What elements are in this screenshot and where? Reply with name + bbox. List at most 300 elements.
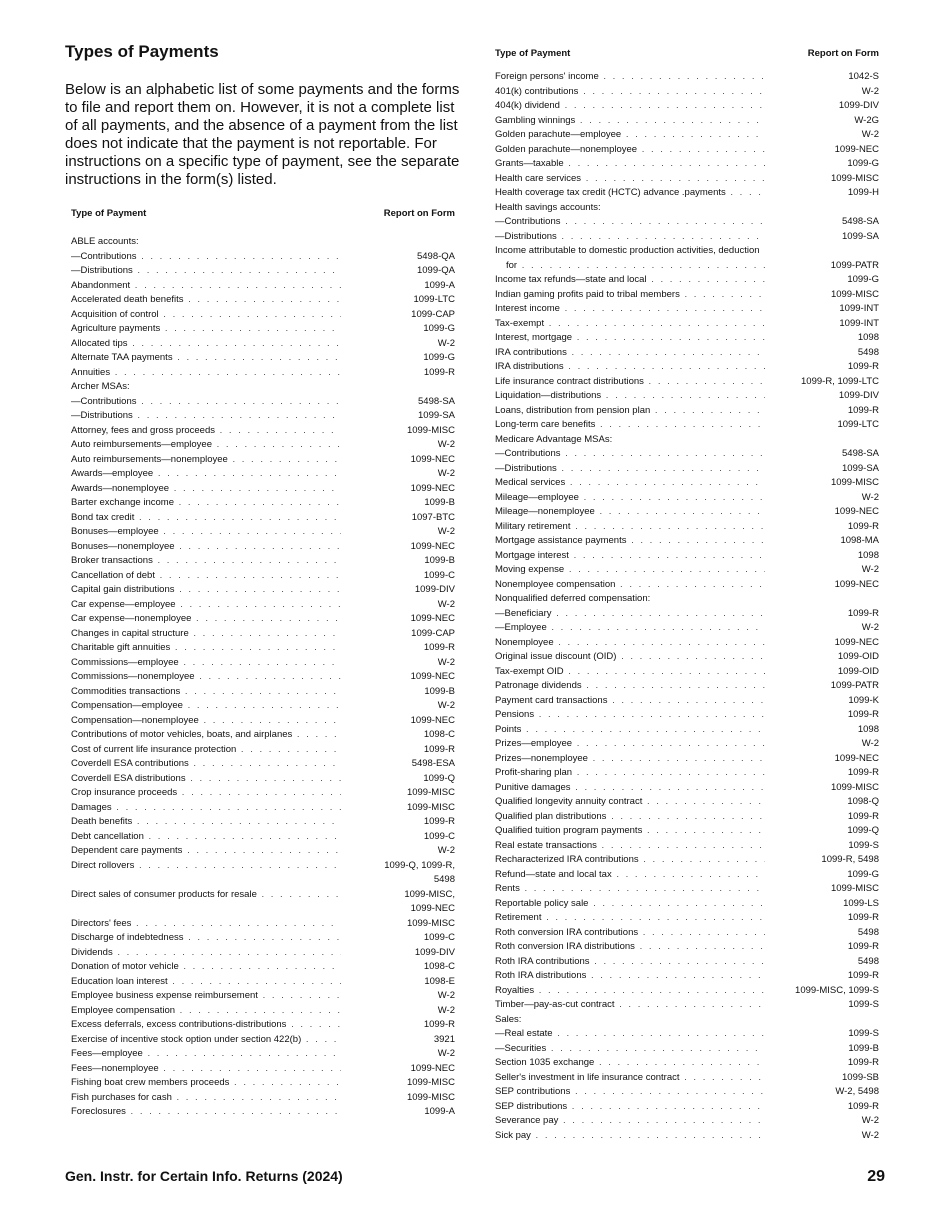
type-of-payment-header: Type of Payment: [71, 208, 147, 219]
payment-type: Awards—nonemployee . . .: [71, 482, 341, 497]
left-payment-table: [71, 208, 455, 1120]
table-row: [495, 143, 879, 158]
payment-type: Death benefits . . .: [71, 815, 341, 830]
payment-type: Discharge of indebtedness . . .: [71, 931, 341, 946]
payment-type: Golden parachute—employee . . .: [495, 128, 765, 143]
report-form: 5498-SA: [842, 216, 879, 227]
payment-type: Royalties . . .: [495, 984, 765, 999]
table-row: [495, 969, 879, 984]
table-row: [495, 1013, 879, 1028]
table-row: [71, 1004, 455, 1019]
table-row: [495, 984, 879, 999]
payment-type: Medicare Advantage MSAs:: [495, 433, 613, 445]
report-form: 1098-Q: [847, 796, 879, 807]
report-form: 1099-R: [847, 970, 879, 981]
payment-type: Original issue discount (OID) . . .: [495, 650, 765, 665]
report-form: 1099-MISC: [406, 1077, 455, 1088]
report-form: 1099-PATR: [830, 259, 879, 271]
payment-type: 401(k) contributions . . .: [495, 85, 765, 100]
report-form: 1099-DIV: [838, 390, 879, 401]
table-row: [495, 476, 879, 491]
payment-type: Rents . . .: [495, 882, 765, 897]
payment-type: —Contributions . . .: [71, 250, 341, 265]
report-form: 1099-R: [423, 1019, 455, 1030]
table-row: [71, 946, 455, 961]
report-on-form-header: Report on Form: [383, 208, 455, 219]
table-row: [71, 743, 455, 758]
report-form: 1099-MISC: [406, 424, 455, 436]
payment-type: Patronage dividends . . .: [495, 679, 765, 694]
table-row: [495, 534, 879, 549]
payment-type: Gambling winnings . . .: [495, 114, 765, 129]
report-form: 5498: [857, 346, 879, 358]
payment-type: Fees—employee . . .: [71, 1047, 341, 1062]
table-row: [495, 447, 879, 462]
payment-type: Education loan interest . . .: [71, 975, 341, 990]
payment-type: Employee compensation . . .: [71, 1004, 341, 1019]
table-row: [495, 1056, 879, 1071]
payment-type: Broker transactions . . .: [71, 554, 341, 569]
table-row: [495, 882, 879, 897]
table-row: [495, 1071, 879, 1086]
report-form: W-2: [861, 564, 879, 575]
report-form: 1098: [857, 549, 879, 561]
report-form: 1099-S: [848, 839, 879, 851]
report-form: 1099-LS: [843, 897, 879, 909]
report-form: 1098-C: [423, 729, 455, 740]
table-row: [495, 346, 879, 361]
report-form: 1099-G: [423, 323, 455, 334]
payment-type: Nonemployee compensation . . .: [495, 578, 765, 593]
table-row: [495, 621, 879, 636]
payment-type: Dividends . . .: [71, 946, 341, 961]
payment-type: Severance pay . . .: [495, 1114, 765, 1129]
report-form: 1099-DIV: [414, 584, 455, 595]
report-form: W-2: [861, 1115, 879, 1126]
table-row: [71, 844, 455, 859]
report-form: 1099-G: [423, 352, 455, 363]
type-of-payment-header: Type of Payment: [495, 48, 571, 59]
table-header: [71, 208, 455, 222]
payment-type: Employee business expense reimbursement . . .: [71, 989, 341, 1004]
payment-type: Direct sales of consumer products for resale . . .: [71, 888, 341, 917]
report-form: 1099-Q: [847, 825, 879, 836]
report-form: W-2: [437, 700, 455, 711]
report-form: 1099-B: [424, 555, 455, 566]
table-row: [495, 795, 879, 810]
intro-paragraph: Below is an alphabetic list of some payments and the forms to file and report them on. However, it is not a complete list of all payments, and the absence of a payment from the list does not indicate that the payment is not reportable. For instructions on a specific type of payment, see the separate instructions in the form(s) listed.: [65, 81, 460, 188]
table-row: [71, 511, 455, 526]
table-row: [495, 288, 879, 303]
table-row: [71, 293, 455, 308]
report-form: 1099-B: [424, 497, 455, 508]
payment-type: —Distributions . . .: [495, 230, 765, 245]
payment-type: Payment card transactions . . .: [495, 694, 765, 709]
payment-type: Changes in capital structure . . .: [71, 627, 341, 642]
report-form: 1099-MISC, 1099-NEC: [404, 888, 455, 914]
report-form: W-2: [437, 990, 455, 1001]
payment-type: Bond tax credit . . .: [71, 511, 341, 526]
report-form: 1099-SA: [842, 462, 879, 474]
table-row: [495, 694, 879, 709]
payment-type: —Distributions . . .: [71, 264, 341, 279]
table-row: [71, 279, 455, 294]
table-header: [495, 48, 879, 62]
table-row: [495, 578, 879, 593]
payment-type: Interest, mortgage . . .: [495, 331, 765, 346]
table-row: [495, 955, 879, 970]
payment-type: Direct rollovers . . .: [71, 859, 341, 888]
report-form: 5498-SA: [842, 448, 879, 459]
report-form: W-2, 5498: [835, 1086, 879, 1097]
payment-type: Coverdell ESA distributions . . .: [71, 772, 341, 787]
table-row: [495, 839, 879, 854]
payment-type: Crop insurance proceeds . . .: [71, 786, 341, 801]
table-row: [495, 157, 879, 172]
table-row: [495, 563, 879, 578]
report-form: 1099-NEC: [834, 578, 879, 590]
payment-type: SEP distributions . . .: [495, 1100, 765, 1115]
table-row: [495, 679, 879, 694]
report-form: 1098-E: [424, 975, 455, 987]
report-form: 3921: [433, 1033, 455, 1045]
payment-type: Pensions . . .: [495, 708, 765, 723]
table-row: [71, 583, 455, 598]
table-row: [495, 853, 879, 868]
table-row: [71, 627, 455, 642]
report-form: 1099-INT: [839, 303, 879, 314]
table-row: [495, 549, 879, 564]
payment-type: —Real estate . . .: [495, 1027, 765, 1042]
table-row: [71, 801, 455, 816]
report-form: 1099-R: [847, 810, 879, 822]
report-form: 1042-S: [848, 71, 879, 82]
report-form: 1099-CAP: [411, 627, 455, 639]
payment-type: —Contributions . . .: [495, 215, 765, 230]
payment-type: Life insurance contract distributions . . .: [495, 375, 765, 390]
table-row: [495, 897, 879, 912]
payment-type: Alternate TAA payments . . .: [71, 351, 341, 366]
report-form: 1099-MISC: [406, 787, 455, 798]
report-form: 1099-R: [847, 1100, 879, 1112]
left-rows: [71, 235, 455, 1120]
page-title: Types of Payments: [65, 42, 219, 61]
report-form: 1099-C: [423, 830, 455, 842]
table-row: [71, 467, 455, 482]
payment-type: Annuities . . .: [71, 366, 341, 381]
table-row: [71, 772, 455, 787]
table-row: [71, 888, 455, 917]
table-row: [495, 824, 879, 839]
payment-type: Sales:: [495, 1013, 522, 1025]
payment-type: Attorney, fees and gross proceeds . . .: [71, 424, 341, 439]
report-form: 1099-SA: [418, 410, 455, 421]
report-form: W-2: [861, 129, 879, 140]
table-row: [71, 409, 455, 424]
report-form: 1099-B: [848, 1042, 879, 1054]
report-form: 1099-PATR: [830, 680, 879, 691]
report-form: 5498-QA: [416, 250, 455, 262]
table-row: [495, 433, 879, 448]
table-row: [71, 757, 455, 772]
table-row: [71, 699, 455, 714]
table-row: [71, 917, 455, 932]
table-row: [495, 650, 879, 665]
table-row: [495, 1042, 879, 1057]
table-row: [495, 766, 879, 781]
report-form: 1098-MA: [840, 535, 879, 546]
table-row: [495, 520, 879, 535]
payment-type: Qualified tuition program payments . . .: [495, 824, 765, 839]
report-form: 1099-R: [847, 607, 879, 619]
payment-type: Loans, distribution from pension plan . . .: [495, 404, 765, 419]
payment-type: Cost of current life insurance protection . . .: [71, 743, 341, 758]
report-form: 1099-R: [847, 709, 879, 720]
payment-type: Tax-exempt OID . . .: [495, 665, 765, 680]
payment-type: Commissions—nonemployee . . .: [71, 670, 341, 685]
table-row: [495, 737, 879, 752]
table-row: [71, 264, 455, 279]
report-form: 1099-SB: [842, 1071, 879, 1083]
report-form: 1099-NEC: [410, 613, 455, 624]
report-form: 1099-NEC: [834, 506, 879, 517]
report-form: 1099-OID: [837, 651, 879, 662]
payment-type: Nonqualified deferred compensation:: [495, 593, 651, 604]
table-row: [495, 85, 879, 100]
payment-type: Roth conversion IRA contributions . . .: [495, 926, 765, 941]
payment-type: Auto reimbursements—nonemployee . . .: [71, 453, 341, 468]
report-form: 1099-MISC: [406, 801, 455, 813]
table-row: [71, 366, 455, 381]
report-form: W-2: [437, 526, 455, 537]
report-form: 1099-MISC: [830, 781, 879, 793]
report-form: 1099-MISC: [830, 172, 879, 184]
report-form: 1099-NEC: [834, 143, 879, 155]
payment-type: Mileage—employee . . .: [495, 491, 765, 506]
payment-type: Roth IRA distributions . . .: [495, 969, 765, 984]
report-form: 1099-K: [848, 694, 879, 706]
payment-type: IRA distributions . . .: [495, 360, 765, 375]
report-form: W-2: [437, 337, 455, 349]
table-row: [495, 636, 879, 651]
table-row: [495, 215, 879, 230]
table-row: [495, 665, 879, 680]
table-row: [71, 830, 455, 845]
table-row: [495, 128, 879, 143]
report-form: 1099-S: [848, 1028, 879, 1039]
table-row: [71, 670, 455, 685]
table-row: [71, 641, 455, 656]
table-row: [495, 998, 879, 1013]
table-row: [495, 389, 879, 404]
report-form: W-2: [861, 738, 879, 749]
report-form: 1099-LTC: [837, 419, 879, 430]
payment-type: Roth IRA contributions . . .: [495, 955, 765, 970]
payment-type: —Contributions . . .: [495, 447, 765, 462]
payment-type: SEP contributions . . .: [495, 1085, 765, 1100]
table-row: [71, 482, 455, 497]
table-row: [495, 302, 879, 317]
payment-type: Nonemployee . . .: [495, 636, 765, 651]
table-row: [495, 273, 879, 288]
payment-type: Dependent care payments . . .: [71, 844, 341, 859]
payment-type: Fees—nonemployee . . .: [71, 1062, 341, 1077]
page-number: 29: [867, 1168, 885, 1185]
report-form: 1099-INT: [839, 317, 879, 329]
report-form: 1099-R: [847, 912, 879, 923]
report-form: 1099-MISC: [406, 1091, 455, 1103]
payment-type: Health coverage tax credit (HCTC) advance .payments . . .: [495, 186, 765, 201]
report-form: W-2: [861, 622, 879, 633]
payment-type: ABLE accounts:: [71, 236, 139, 247]
payment-type: Coverdell ESA contributions . . .: [71, 757, 341, 772]
payment-type: Compensation—nonemployee . . .: [71, 714, 341, 729]
payment-type: Fishing boat crew members proceeds . . .: [71, 1076, 341, 1091]
table-row: [495, 331, 879, 346]
report-form: 1099-Q, 1099-R, 5498: [384, 859, 455, 885]
report-form: 1099-MISC, 1099-S: [795, 984, 879, 996]
report-form: 1099-R: [423, 366, 455, 378]
table-row: [71, 815, 455, 830]
table-row: [495, 375, 879, 390]
table-row: [71, 685, 455, 700]
table-row: [495, 752, 879, 767]
payment-type: Mortgage interest . . .: [495, 549, 765, 564]
table-row: [495, 810, 879, 825]
report-form: 1099-A: [424, 279, 455, 291]
table-row: [495, 317, 879, 332]
payment-type: Income attributable to domestic production activities, deduction for . . .: [495, 244, 765, 273]
footer-title: Gen. Instr. for Certain Info. Returns (2024): [65, 1168, 343, 1184]
payment-type: Exercise of incentive stock option under section 422(b) . . .: [71, 1033, 341, 1048]
report-form: 1099-R, 1099-LTC: [801, 375, 879, 387]
payment-type: Accelerated death benefits . . .: [71, 293, 341, 308]
table-row: [71, 540, 455, 555]
report-form: 1099-R: [847, 1057, 879, 1068]
table-row: [71, 235, 455, 250]
report-form: 1099-R: [847, 941, 879, 952]
payment-type: Car expense—employee . . .: [71, 598, 341, 613]
payment-type: Indian gaming profits paid to tribal members . . .: [495, 288, 765, 303]
table-row: [495, 230, 879, 245]
table-row: [495, 70, 879, 85]
table-row: [71, 569, 455, 584]
table-row: [495, 1100, 879, 1115]
report-form: 1099-NEC: [410, 714, 455, 726]
payment-type: Qualified plan distributions . . .: [495, 810, 765, 825]
payment-type: Health care services . . .: [495, 172, 765, 187]
report-form: 1099-B: [424, 685, 455, 697]
payment-type: Compensation—employee . . .: [71, 699, 341, 714]
payment-type: Capital gain distributions . . .: [71, 583, 341, 598]
report-form: 5498: [857, 955, 879, 967]
payment-type: Tax-exempt . . .: [495, 317, 765, 332]
report-form: W-2G: [854, 114, 879, 126]
table-row: [495, 404, 879, 419]
payment-type: Section 1035 exchange . . .: [495, 1056, 765, 1071]
table-row: [71, 598, 455, 613]
payment-type: —Distributions . . .: [71, 409, 341, 424]
table-row: [71, 975, 455, 990]
table-row: [71, 322, 455, 337]
payment-type: Liquidation—distributions . . .: [495, 389, 765, 404]
report-form: 1098-C: [423, 961, 455, 972]
table-row: [71, 554, 455, 569]
right-payment-table: [495, 48, 879, 1143]
table-row: [495, 418, 879, 433]
table-row: [495, 114, 879, 129]
report-form: 1099-R: [847, 361, 879, 372]
table-row: [71, 1091, 455, 1106]
report-form: 1099-R: [847, 404, 879, 416]
payment-type: Charitable gift annuities . . .: [71, 641, 341, 656]
payment-type: —Employee . . .: [495, 621, 765, 636]
table-row: [71, 1076, 455, 1091]
report-form: 1099-SA: [842, 230, 879, 242]
payment-type: Commissions—employee . . .: [71, 656, 341, 671]
payment-type: Commodities transactions . . .: [71, 685, 341, 700]
payment-type: Qualified longevity annuity contract . . .: [495, 795, 765, 810]
payment-type: —Contributions . . .: [71, 395, 341, 410]
table-row: [495, 708, 879, 723]
payment-type: Recharacterized IRA contributions . . .: [495, 853, 765, 868]
payment-type: Bonuses—nonemployee . . .: [71, 540, 341, 555]
table-row: [71, 525, 455, 540]
payment-type: Prizes—employee . . .: [495, 737, 765, 752]
payment-type: Health savings accounts:: [495, 201, 601, 213]
table-row: [71, 1105, 455, 1120]
table-row: [71, 424, 455, 439]
payment-type: Timber—pay-as-cut contract . . .: [495, 998, 765, 1013]
payment-type: Bonuses—employee . . .: [71, 525, 341, 540]
report-form: 1099-R: [847, 767, 879, 778]
table-row: [71, 308, 455, 323]
payment-type: Acquisition of control . . .: [71, 308, 341, 323]
table-row: [71, 1018, 455, 1033]
table-row: [495, 940, 879, 955]
payment-type: Directors' fees . . .: [71, 917, 341, 932]
table-row: [71, 438, 455, 453]
report-form: 1099-C: [423, 569, 455, 581]
table-row: [495, 911, 879, 926]
report-form: 1099-R: [423, 743, 455, 755]
report-form: W-2: [437, 656, 455, 668]
payment-type: Points . . .: [495, 723, 765, 738]
payment-type: Agriculture payments . . .: [71, 322, 341, 337]
report-form: 1099-NEC: [410, 1062, 455, 1074]
table-row: [71, 1047, 455, 1062]
right-rows: [495, 70, 879, 1143]
report-form: W-2: [437, 598, 455, 610]
report-form: 1099-H: [847, 187, 879, 198]
table-row: [71, 395, 455, 410]
payment-type: Reportable policy sale . . .: [495, 897, 765, 912]
report-form: 1099-G: [847, 274, 879, 285]
report-form: 1098: [857, 332, 879, 343]
report-form: 1099-S: [848, 999, 879, 1010]
table-row: [495, 186, 879, 201]
payment-type: Allocated tips . . .: [71, 337, 341, 352]
payment-type: Punitive damages . . .: [495, 781, 765, 796]
table-row: [495, 607, 879, 622]
table-row: [71, 612, 455, 627]
payment-type: Military retirement . . .: [495, 520, 765, 535]
report-form: 1099-R, 5498: [821, 854, 879, 865]
report-form: 1099-G: [847, 868, 879, 880]
report-form: 1099-NEC: [834, 636, 879, 648]
table-row: [71, 859, 455, 888]
payment-type: Archer MSAs:: [71, 381, 130, 392]
